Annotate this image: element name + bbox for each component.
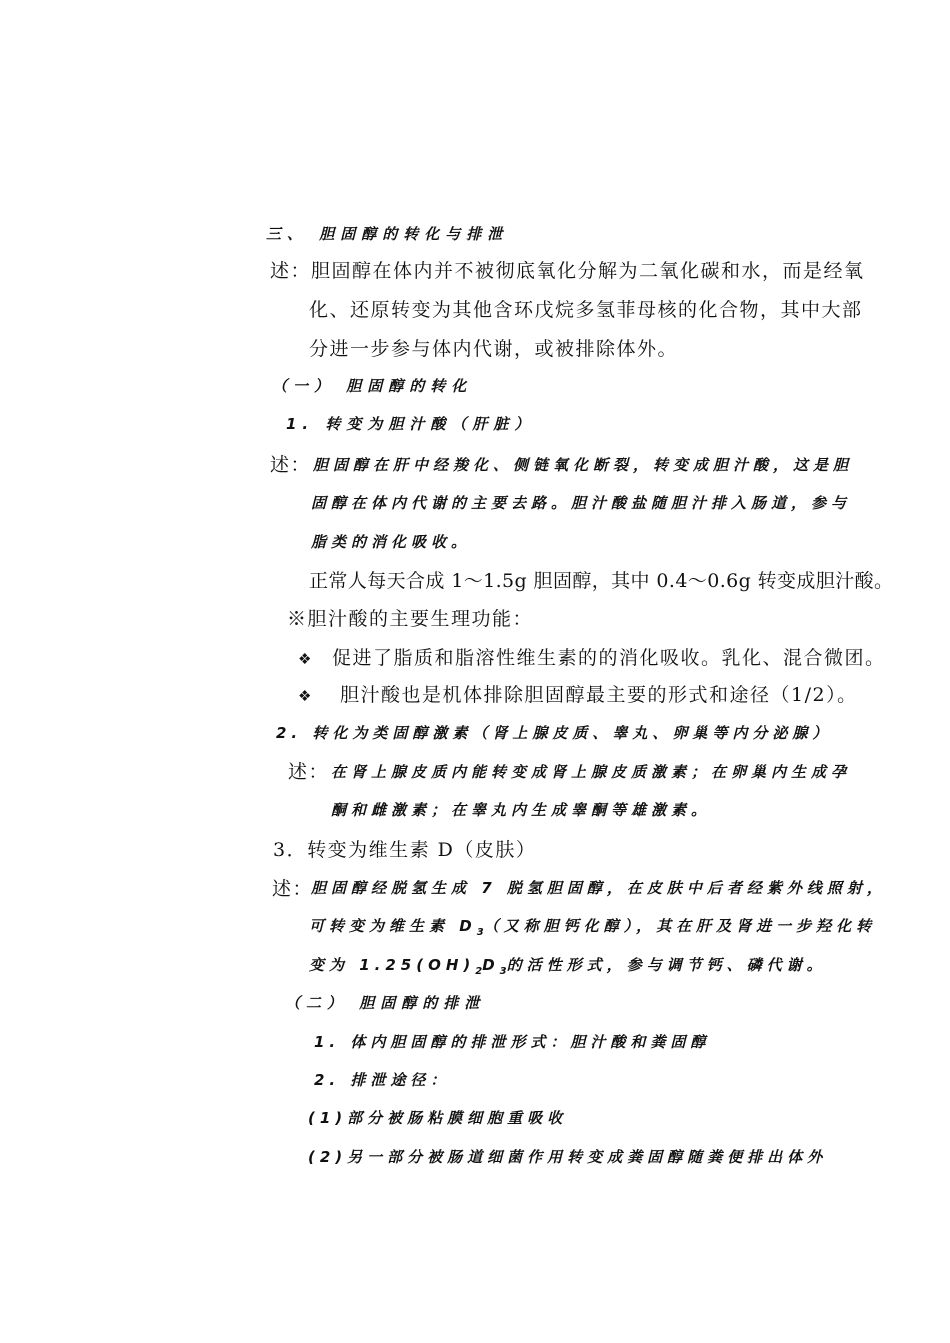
item3-line-2-post: （又称胆钙化醇），其在肝及肾进一步羟化转 [483, 917, 877, 935]
intro-line-3: 分进一步参与体内代谢，或被排除体外。 [309, 338, 679, 360]
function-item-2 [298, 686, 858, 705]
section-title: 三、 胆固醇的转化与排泄 [266, 225, 509, 243]
item1-line-2: 固醇在体内代谢的主要去路。胆汁酸盐随胆汁排入肠道，参与 [311, 494, 852, 512]
item3-line-3-pre: 变为 1.25(OH) [309, 956, 476, 974]
item3-line-3-sub-2: 3 [499, 966, 507, 977]
item3-title: 3．转变为维生素 D（皮肤） [273, 839, 537, 861]
item3-line-2 [309, 919, 876, 938]
part1-title: （一） 胆固醇的转化 [272, 377, 473, 395]
item1-line-3: 脂类的消化吸收。 [311, 533, 472, 551]
intro-line-1: 胆固醇在体内并不被彻底氧化分解为二氧化碳和水，而是经氧 [311, 260, 865, 282]
part2-item-4: (2)另一部分被肠道细菌作用转变成粪固醇随粪便排出体外 [308, 1148, 828, 1166]
item2-line-2: 酮和雌激素；在睾丸内生成睾酮等雄激素。 [331, 801, 712, 819]
item3-line-3-post: 的活性形式，参与调节钙、磷代谢。 [506, 956, 827, 974]
part2-item-3: (1)部分被肠粘膜细胞重吸收 [308, 1109, 568, 1127]
item2-label: 述： [288, 761, 330, 783]
item1-label: 述： [270, 454, 312, 476]
item2-line-1: 在肾上腺皮质内能转变成肾上腺皮质激素；在卵巢内生成孕 [331, 763, 852, 781]
diamond-bullet-icon: ❖ [298, 650, 313, 668]
intro-line-2: 化、还原转变为其他含环戊烷多氢菲母核的化合物，其中大部 [309, 299, 863, 321]
item3-line-3-sub-1: 2 [475, 966, 483, 977]
item1-daily: 正常人每天合成 1～1.5g 胆固醇，其中 0.4～0.6g 转变成胆汁酸。 [309, 570, 894, 592]
function-text-2: 胆汁酸也是机体排除胆固醇最主要的形式和途径（1/2）。 [340, 684, 858, 706]
function-item-1 [298, 649, 886, 668]
item3-line-1: 胆固醇经脱氢生成 7 脱氢胆固醇，在皮肤中后者经紫外线照射， [311, 879, 887, 897]
item3-line-2-sub: 3 [476, 927, 484, 938]
function-text-1: 促进了脂质和脂溶性维生素的的消化吸收。乳化、混合微团。 [332, 647, 886, 669]
item1-line-1: 胆固醇在肝中经羧化、侧链氧化断裂，转变成胆汁酸，这是胆 [313, 456, 854, 474]
item1-title: 1. 转变为胆汁酸（肝脏） [286, 415, 536, 433]
part2-item-1: 1. 体内胆固醇的排泄形式：胆汁酸和粪固醇 [314, 1033, 711, 1051]
intro-label: 述： [270, 260, 312, 282]
item3-label: 述： [272, 878, 314, 900]
functions-title: ※胆汁酸的主要生理功能： [287, 608, 534, 630]
item3-line-2-pre: 可转变为维生素 D [309, 917, 477, 935]
item3-line-3-mid: D [482, 956, 500, 974]
diamond-bullet-icon: ❖ [298, 687, 313, 705]
part2-title: （二） 胆固醇的排泄 [285, 994, 486, 1012]
item2-title: 2. 转化为类固醇激素（肾上腺皮质、睾丸、卵巢等内分泌腺） [276, 724, 833, 742]
part2-item-2: 2. 排泄途径： [314, 1071, 451, 1089]
item3-line-3 [309, 958, 827, 977]
